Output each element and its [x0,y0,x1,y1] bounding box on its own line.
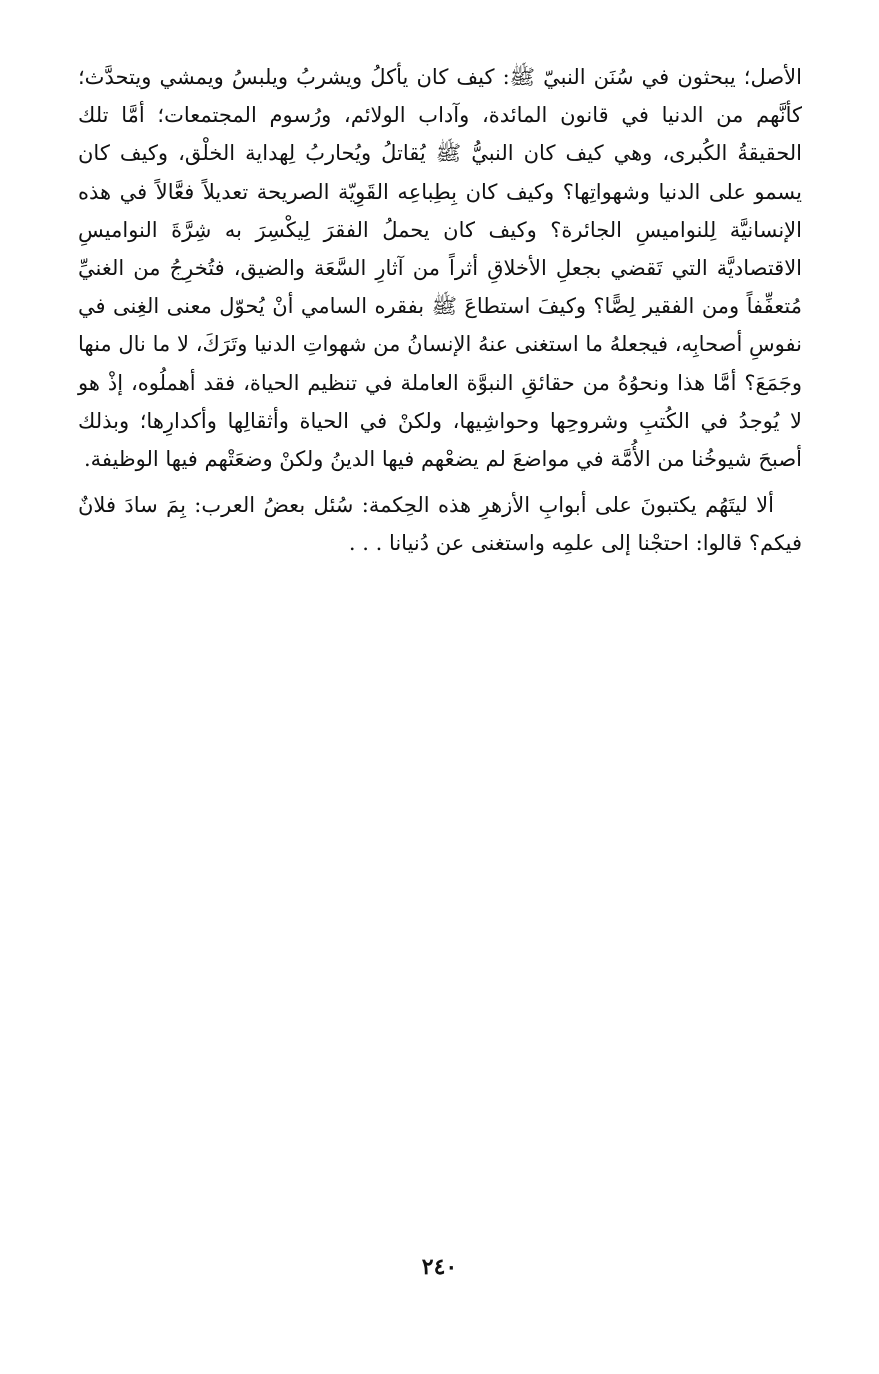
body-text [78,58,802,563]
paragraph-1: الأصل؛ يبحثون في سُنَن النبيّ ﷺ: كيف كان يأكلُ ويشربُ ويلبسُ ويمشي ويتحدَّث؛ كأنَّهم من الدنيا في قانون المائدة، وآداب الولائم، ورُسوم المجتمعات؛ أمَّا تلك الحقيقةُ الكُبرى، وهي كيف كان النبيُّ ﷺ يُقاتلُ ويُحاربُ لِهداية الخلْق، وكيف كان يسمو على الدنيا وشهواتِها؟ وكيف كان بِطِباعِه القَوِيّة الصريحة تعديلاً فعَّالاً في هذه الإنسانيَّة لِلنواميسِ الجائرة؟ وكيف كان يحملُ الفقرَ لِيكْسِرَ به شِرَّةَ النواميسِ الاقتصاديَّة التي تَقضي بجعلِ الأخلاقِ أثراً من آثارِ السَّعَة والضيق، فتُخرِجُ من الغنيِّ مُتعفِّفاً ومن الفقير لِصًّا؟ وكيفَ استطاعَ ﷺ بفقره السامي أنْ يُحوّل معنى الغِنى في نفوسِ أصحابِه، فيجعلهُ ما استغنى عنهُ الإنسانُ من شهواتِ الدنيا وتَرَكَ، لا ما نال منها وجَمَعَ؟ أمَّا هذا ونحوُهُ من حقائقِ النبوَّة العاملة في تنظيم الحياة، فقد أهملُوه، إذْ هو لا يُوجدُ في الكُتبِ وشروحِها وحواشِيها، ولكنْ في الحياة وأثقالِها وأكدارِها؛ وبذلك أصبحَ شيوخُنا من الأُمَّة في مواضعَ لم يضعْهم فيها الدينُ ولكنْ وضعَتْهم فيها الوظيفة. [78,65,802,472]
paragraph-2: ألا ليتَهُم يكتبونَ على أبوابِ الأزهرِ هذه الحِكمة: سُئل بعضُ العرب: بِمَ سادَ فلانٌ فيكم؟ قالوا: احتجْنا إلى علمِه واستغنى عن دُنيانا . . . [78,493,802,556]
page-number: ٢٤٠ [421,1254,458,1280]
